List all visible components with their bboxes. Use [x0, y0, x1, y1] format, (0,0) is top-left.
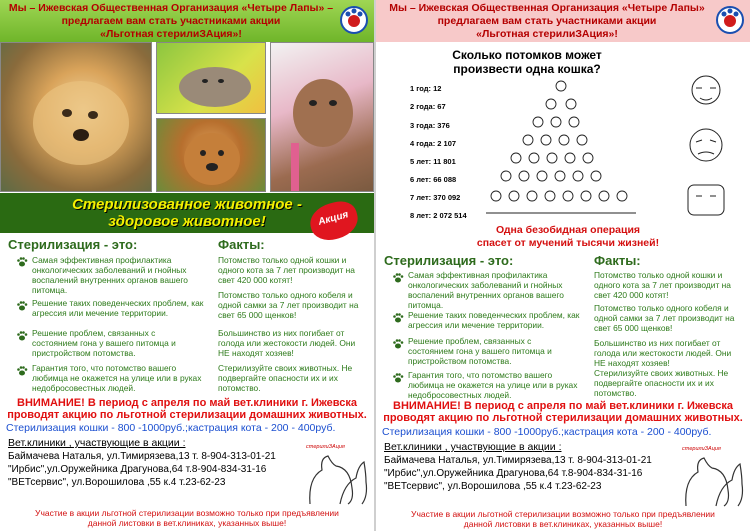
dog-photo: [156, 118, 266, 192]
price-line: Стерилизация кошки - 800 -1000руб.;кастрация кота - 200 - 400руб.: [382, 426, 712, 438]
offspring-row: 2 года: 67: [410, 102, 446, 111]
organization-logo-icon: [716, 6, 744, 34]
warning-line-2: проводят акцию по льготной стерилизации домашних животных.: [7, 409, 367, 421]
cat-dog-sketch-icon: [300, 448, 370, 506]
clinic-item: "Ирбис",ул.Оружейника Драгунова,64 т.8-904-834-31-16: [8, 464, 267, 475]
sterilization-item: Решение таких поведенческих проблем, как агрессия или мечение территории.: [408, 310, 580, 330]
fact-item: Потомство только одной кошки и одного кота за 7 лет производит на свет 420 000 котят!: [218, 255, 355, 285]
header-line-3: «Льготная стерилиЗАция»!: [100, 28, 242, 40]
clinic-item: "ВЕТсервис", ул.Ворошилова ,55 к.4 т.23-62-23: [8, 477, 226, 488]
clinic-item: "ВЕТсервис", ул.Ворошилова ,55 к.4 т.23-62-23: [384, 481, 602, 492]
fact-item: Потомство только одного кобеля и одной самки за 7 лет производит на свет 65 000 щенков!: [218, 290, 359, 320]
header-line-3: «Льготная стерилиЗАция»!: [476, 28, 618, 40]
banner-line-2: здоровое животное!: [108, 213, 266, 230]
fact-item: Потомство только одной кошки и одного кота за 7 лет производит на свет 420 000 котят!: [594, 270, 731, 300]
footer-line-2: данной листовки в вет.клиниках, указанных выше!: [87, 518, 287, 528]
cat-photo: [270, 42, 374, 192]
header-line-2: предлагаем вам стать участниками акции: [437, 15, 657, 27]
sterilization-heading: Стерилизация - это:: [384, 253, 514, 268]
sketch-brand-label: стерилиЗАция: [682, 446, 721, 452]
footer-line-1: Участие в акции льготной стерилизации возможно только при предъявлении: [35, 508, 339, 518]
offspring-row: 6 лет: 66 088: [410, 175, 457, 184]
paw-icon: [16, 330, 28, 342]
offspring-row: 5 лет: 11 801: [410, 157, 456, 166]
cartoon-figures-icon: [666, 70, 746, 230]
right-leaflet: [376, 0, 750, 531]
sterilization-heading: Стерилизация - это:: [8, 237, 138, 252]
sterilization-item: Гарантия того, что потомство вашего любимца не окажется на улице или в руках недобросовестных людей.: [408, 370, 578, 400]
header-bar: [0, 0, 374, 42]
price-line: Стерилизация кошки - 800 -1000руб.;кастрация кота - 200 - 400руб.: [6, 422, 336, 434]
sterilization-item: Решение проблем, связанных с состоянием гона у вашего питомца и пристройством потомства.: [32, 328, 176, 358]
offspring-title-line-1: Сколько потомков может: [452, 48, 602, 62]
offspring-row: 3 года: 376: [410, 121, 450, 130]
clinic-item: Баймачева Наталья, ул.Тимирязева,13 т. 8-904-313-01-21: [384, 455, 652, 466]
cat-dog-sketch-icon: [676, 450, 746, 508]
paw-icon: [16, 300, 28, 312]
slogan-line-2: спасет от мучений тысячи жизней!: [476, 237, 660, 249]
clinic-item: Баймачева Наталья, ул.Тимирязева,13 т. 8-904-313-01-21: [8, 451, 276, 462]
organization-logo-icon: [340, 6, 368, 34]
header-bar: [376, 0, 750, 42]
warning-line-2: проводят акцию по льготной стерилизации домашних животных.: [383, 412, 743, 424]
fact-item: Большинство из них погибает от голода или жестокости людей. Они НЕ находят хозяев!: [218, 328, 356, 358]
fact-item: Стерилизуйте своих животных. Не подвергайте опасности их и их потомство.: [218, 363, 353, 393]
sterilization-item: Самая эффективная профилактика онкологических заболеваний и гнойных воспалений внутренних органов вашего питомца.: [32, 255, 188, 295]
sketch-brand-label: стерилиЗАция: [306, 444, 345, 450]
sterilization-item: Решение проблем, связанных с состоянием гона у вашего питомца и пристройством потомства.: [408, 336, 552, 366]
clinics-heading: Вет.клиники , участвующие в акции :: [384, 441, 562, 453]
kitten-photo: [156, 42, 266, 114]
header-line-2: предлагаем вам стать участниками акции: [61, 15, 281, 27]
warning-line-1: ВНИМАНИЕ! В период с апреля по май вет.клиники г. Ижевска: [393, 400, 733, 412]
paw-icon: [16, 365, 28, 377]
fact-item: Большинство из них погибает от голода или жестокости людей. Они НЕ находят хозяев!: [594, 338, 732, 368]
offspring-row: 1 год: 12: [410, 84, 442, 93]
header-line-1: Мы – Ижевская Общественная Организация «Четыре Лапы» –: [8, 2, 334, 14]
sterilization-item: Решение таких поведенческих проблем, как агрессия или мечение территории.: [32, 298, 204, 318]
puppy-photo: [0, 42, 152, 192]
header-line-1: Мы – Ижевская Общественная Организация «Четыре Лапы»: [389, 2, 705, 14]
offspring-row: 8 лет: 2 072 514: [410, 211, 467, 220]
sterilization-item: Самая эффективная профилактика онкологических заболеваний и гнойных воспалений внутренних органов вашего питомца.: [408, 270, 564, 310]
left-leaflet: [0, 0, 374, 531]
clinic-item: "Ирбис",ул.Оружейника Драгунова,64 т.8-904-834-31-16: [384, 468, 643, 479]
paw-icon: [16, 256, 28, 268]
paw-icon: [392, 338, 404, 350]
photo-collage: [0, 42, 374, 192]
fact-item: Потомство только одного кобеля и одной самки за 7 лет производит на свет 65 000 щенков!: [594, 303, 735, 333]
footer-line-1: Участие в акции льготной стерилизации возможно только при предъявлении: [411, 509, 715, 519]
paw-icon: [392, 312, 404, 324]
paw-icon: [392, 272, 404, 284]
clinics-heading: Вет.клиники , участвующие в акции :: [8, 437, 186, 449]
fact-item: Стерилизуйте своих животных. Не подвергайте опасности их и их потомство.: [594, 368, 729, 398]
warning-line-1: ВНИМАНИЕ! В период с апреля по май вет.клиники г. Ижевска: [17, 397, 357, 409]
slogan-line-1: Одна безобидная операция: [495, 224, 641, 236]
offspring-title-line-2: произвести одна кошка?: [453, 62, 601, 76]
paw-icon: [392, 372, 404, 384]
offspring-row: 7 лет: 370 092: [410, 193, 461, 202]
facts-heading: Факты:: [218, 237, 265, 252]
promo-badge-text: Акция: [317, 209, 350, 228]
facts-heading: Факты:: [594, 253, 641, 268]
sterilization-item: Гарантия того, что потомство вашего любимца не окажется на улице или в руках недобросовестных людей.: [32, 363, 202, 393]
cat-pyramid-sketch-icon: [476, 78, 646, 218]
banner-line-1: Стерилизованное животное -: [72, 196, 302, 213]
footer-line-2: данной листовки в вет.клиниках, указанных выше!: [463, 519, 663, 529]
offspring-row: 4 года: 2 107: [410, 139, 457, 148]
